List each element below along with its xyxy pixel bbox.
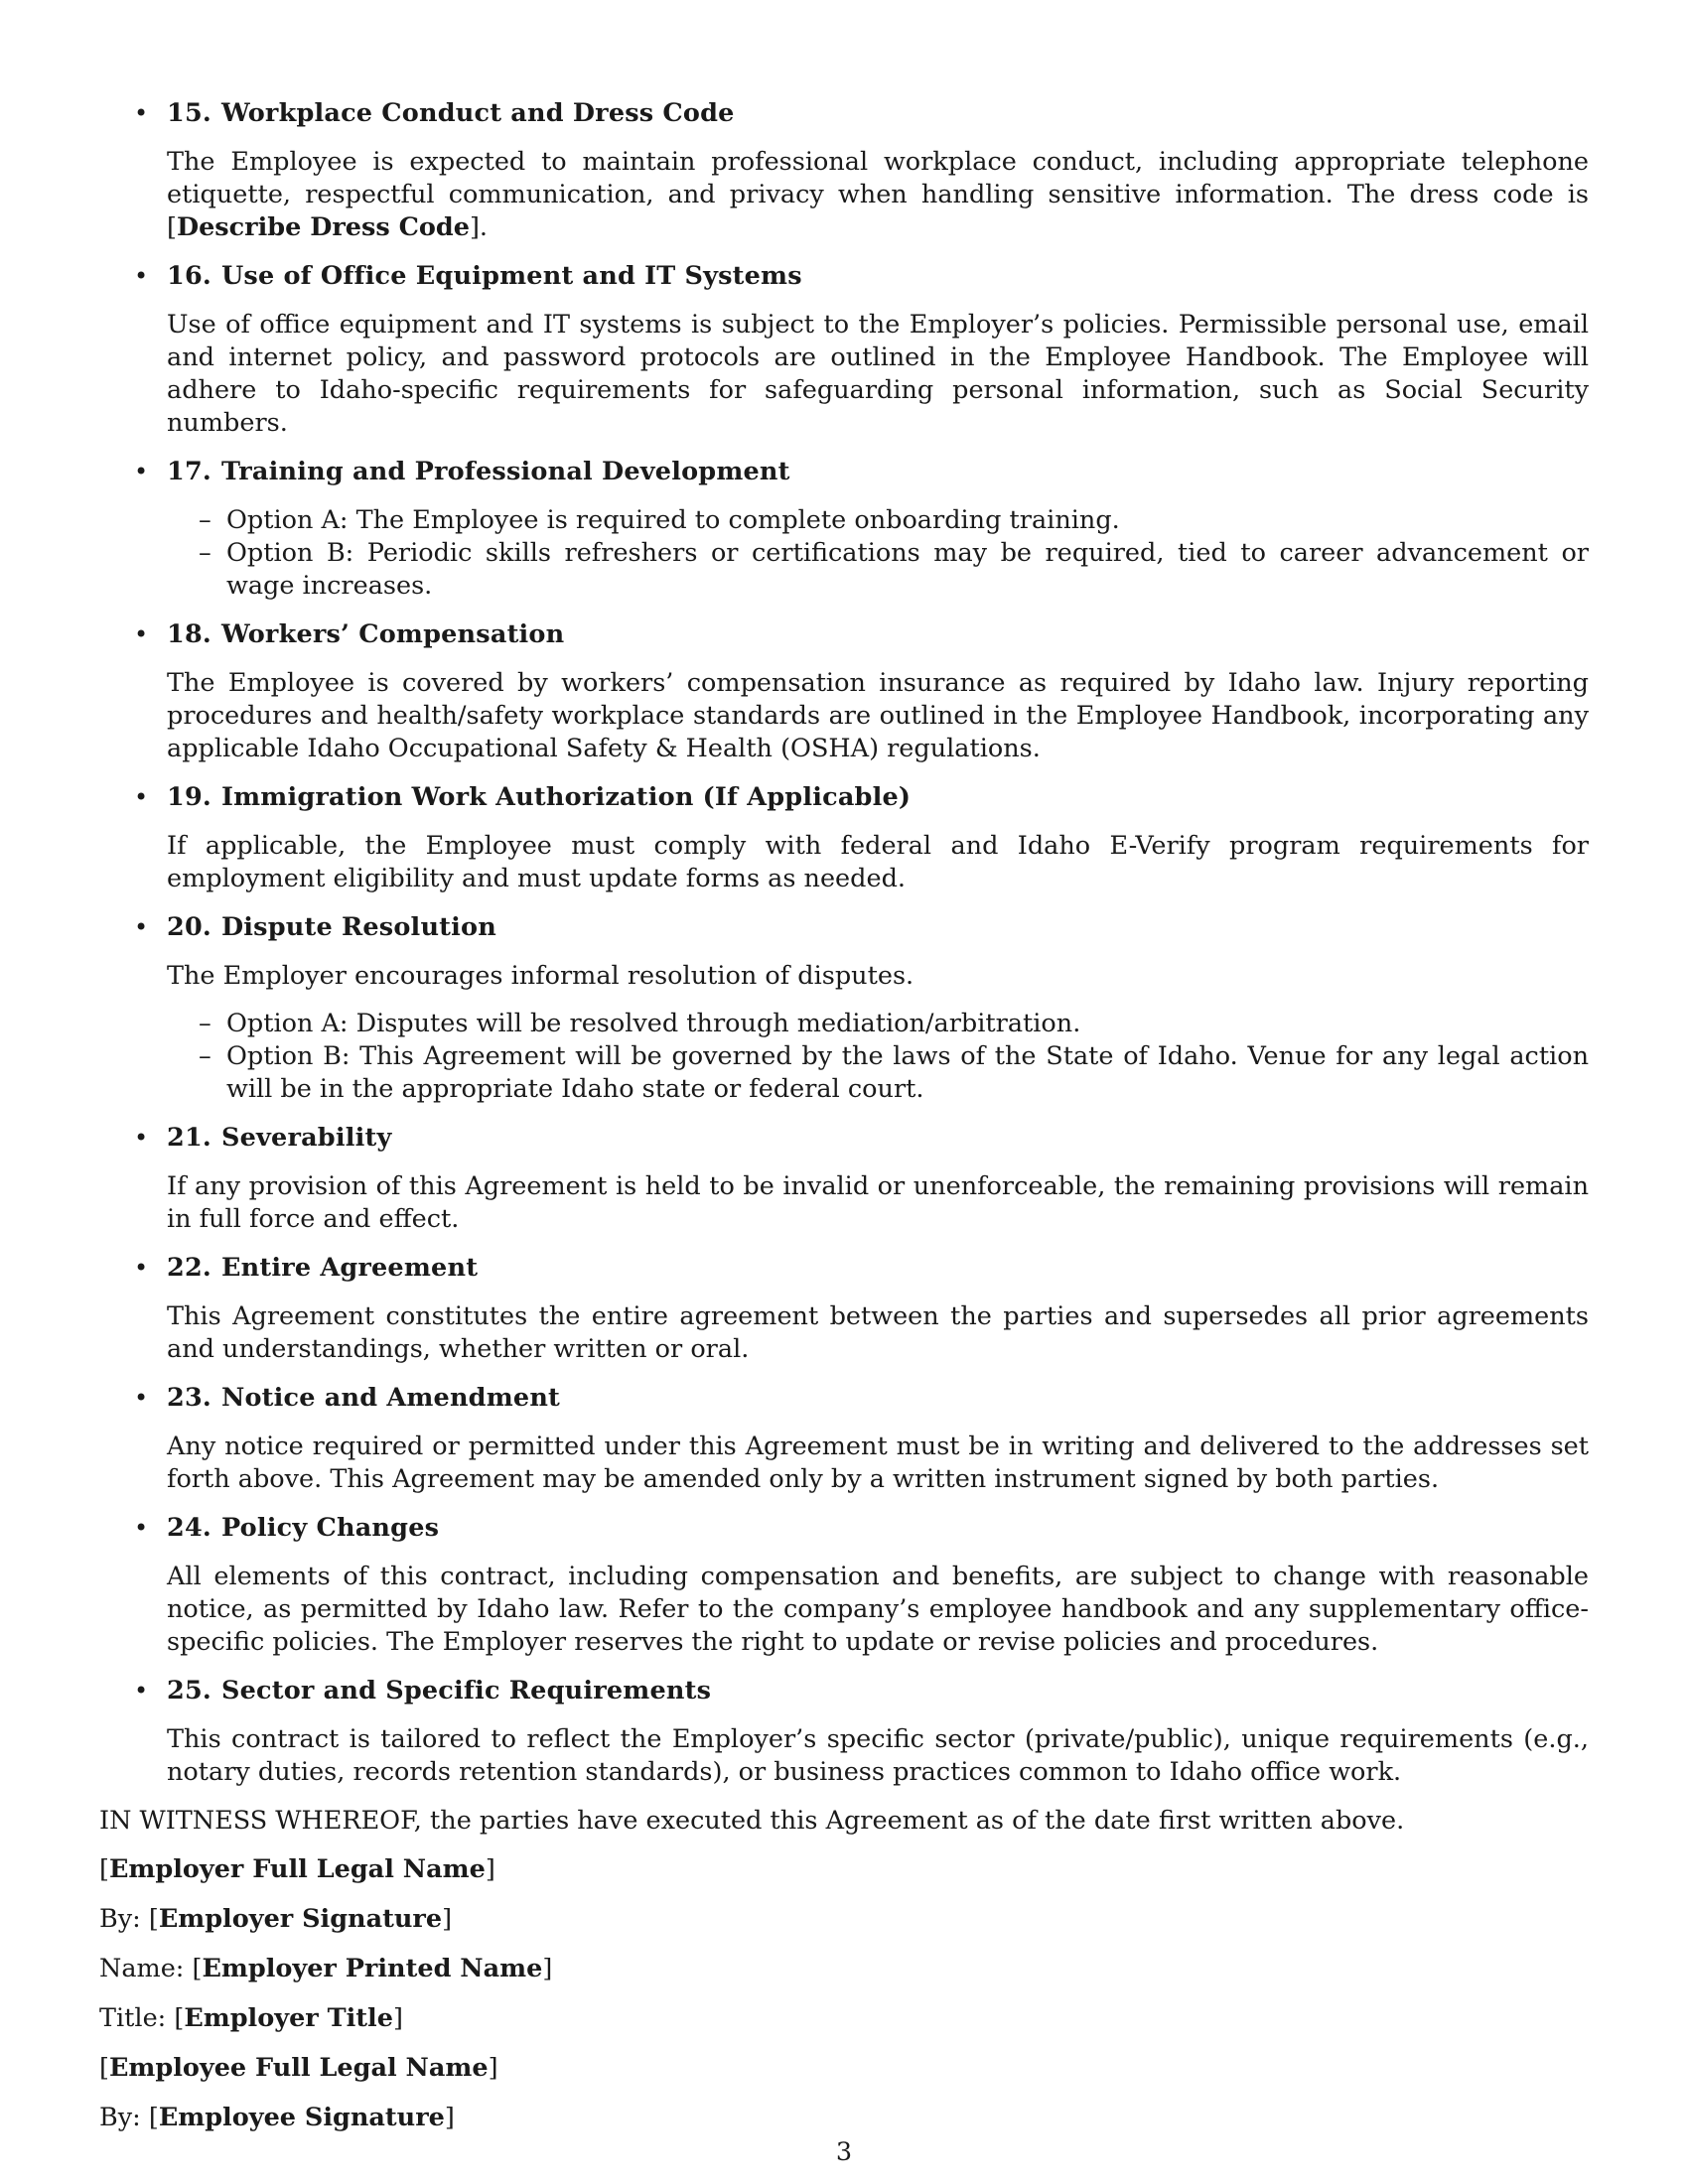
section-body: This contract is tailored to reflect the Employer’s specific sector (private/public), unique requirements (e.g., notary duties, records retention standards), or business practices common to Idaho office work.: [167, 1724, 1589, 1787]
option-b: – Option B: This Agreement will be governed by the laws of the State of Idaho. Venue for any legal action will be in the appropriate Idaho state or federal court.: [167, 1040, 1589, 1106]
employer-title-placeholder: Employer Title: [184, 2003, 393, 2033]
section-heading: [167, 260, 1589, 293]
section-title: Training and Professional Development: [220, 457, 790, 486]
employer-signature-placeholder: Employer Signature: [158, 1904, 443, 1934]
section-19: [99, 781, 1589, 895]
section-body: Use of office equipment and IT systems is subject to the Employer’s policies. Permissible personal use, email and internet policy, and password protocols are outlined in the Employee Handbook. The Employee will adhere to Idaho-specific requirements for safeguarding personal information, such as Social Security numbers.: [167, 310, 1589, 438]
section-16: [99, 260, 1589, 440]
section-body: Any notice required or permitted under this Agreement must be in writing and delivered to the addresses set forth above. This Agreement may be amended only by a written instrument signed by both parties.: [167, 1432, 1589, 1494]
body-text: The Employee is expected to maintain professional workplace conduct, including appropriate telephone etiquette, respectful communication, and privacy when handling sensitive information. The dress code is [: [167, 147, 1589, 242]
section-body: [167, 146, 1589, 244]
section-heading: [167, 618, 1589, 651]
witness-statement: IN WITNESS WHEREOF, the parties have executed this Agreement as of the date first written above.: [99, 1806, 1405, 1836]
employee-signature-placeholder: Employee Signature: [158, 2103, 445, 2132]
section-title: Sector and Specific Requirements: [220, 1676, 712, 1706]
section-heading: [167, 911, 1589, 944]
section-number: 20.: [167, 912, 211, 942]
section-body: If applicable, the Employee must comply with federal and Idaho E-Verify program requirements for employment eligibility and must update forms as needed.: [167, 831, 1589, 893]
sig-label: By:: [99, 1904, 141, 1934]
employer-legal-name-line: [Employer Full Legal Name]: [99, 1854, 495, 1884]
sig-label: Name:: [99, 1954, 185, 1983]
section-body: This Agreement constitutes the entire agreement between the parties and supersedes all prior agreements and understandings, whether written or oral.: [167, 1301, 1589, 1364]
section-title: Workplace Conduct and Dress Code: [220, 98, 735, 128]
employer-by-line: By: [Employer Signature]: [99, 1904, 453, 1934]
page-number: 3: [835, 2137, 853, 2167]
employee-by-line: By: [Employee Signature]: [99, 2103, 455, 2132]
section-25: [99, 1675, 1589, 1789]
section-title: Policy Changes: [220, 1513, 440, 1543]
section-number: 23.: [167, 1383, 211, 1413]
section-heading: [167, 1122, 1589, 1155]
employee-legal-name-placeholder: Employee Full Legal Name: [108, 2053, 489, 2083]
section-21: [99, 1122, 1589, 1236]
section-title: Dispute Resolution: [220, 912, 496, 942]
section-heading: [167, 1252, 1589, 1285]
section-title: Severability: [220, 1123, 392, 1153]
employer-name-line: Name: [Employer Printed Name]: [99, 1954, 553, 1983]
section-title: Immigration Work Authorization (If Applicable): [220, 782, 912, 812]
section-title: Entire Agreement: [220, 1253, 479, 1283]
section-number: 15.: [167, 98, 211, 128]
employee-legal-name-line: [Employee Full Legal Name]: [99, 2053, 498, 2083]
option-a: – Option A: The Employee is required to complete onboarding training.: [167, 504, 1589, 537]
section-20: [99, 911, 1589, 1106]
employer-legal-name-placeholder: Employer Full Legal Name: [108, 1854, 486, 1884]
section-number: 22.: [167, 1253, 211, 1283]
section-number: 21.: [167, 1123, 211, 1153]
body-text-end: ].: [469, 212, 489, 242]
signature-block: [99, 1853, 1589, 2134]
dress-code-placeholder: Describe Dress Code: [176, 212, 470, 242]
section-body: If any provision of this Agreement is held to be invalid or unenforceable, the remaining provisions will remain in full force and effect.: [167, 1171, 1589, 1234]
section-body: The Employer encourages informal resolution of disputes.: [167, 961, 914, 991]
section-heading: [167, 1382, 1589, 1415]
option-b: – Option B: Periodic skills refreshers or certifications may be required, tied to career advancement or wage increases.: [167, 537, 1589, 603]
section-number: 16.: [167, 261, 211, 291]
section-title: Use of Office Equipment and IT Systems: [220, 261, 802, 291]
sig-label: Title:: [99, 2003, 167, 2033]
section-title: Notice and Amendment: [220, 1383, 561, 1413]
section-heading: [167, 1675, 1589, 1707]
document-page: [99, 97, 1589, 2151]
section-heading: [167, 781, 1589, 814]
section-22: [99, 1252, 1589, 1366]
section-number: 24.: [167, 1513, 211, 1543]
section-number: 19.: [167, 782, 211, 812]
section-15: [99, 97, 1589, 244]
section-title: Workers’ Compensation: [220, 619, 565, 649]
section-number: 17.: [167, 457, 211, 486]
section-heading: [167, 456, 1589, 488]
section-number: 25.: [167, 1676, 211, 1706]
section-17: [99, 456, 1589, 603]
employer-title-line: Title: [Employer Title]: [99, 2003, 403, 2033]
section-body: The Employee is covered by workers’ compensation insurance as required by Idaho law. Injury reporting procedures and health/safety workplace standards are outlined in the Employee Handbook, incorporating any applicable Idaho Occupational Safety & Health (OSHA) regulations.: [167, 668, 1589, 763]
section-24: [99, 1512, 1589, 1659]
section-list: [99, 97, 1589, 1789]
section-body: All elements of this contract, including compensation and benefits, are subject to change with reasonable notice, as permitted by Idaho law. Refer to the company’s employee handbook and any supplementary office-specific policies. The Employer reserves the right to update or revise policies and procedures.: [167, 1562, 1589, 1657]
sig-label: By:: [99, 2103, 141, 2132]
option-list: [167, 504, 1589, 603]
section-23: [99, 1382, 1589, 1496]
option-list: [167, 1008, 1589, 1106]
option-a: – Option A: Disputes will be resolved through mediation/arbitration.: [167, 1008, 1589, 1040]
section-18: [99, 618, 1589, 765]
employer-printed-name-placeholder: Employer Printed Name: [202, 1954, 543, 1983]
section-heading: [167, 1512, 1589, 1545]
section-heading: [167, 97, 1589, 130]
section-number: 18.: [167, 619, 211, 649]
